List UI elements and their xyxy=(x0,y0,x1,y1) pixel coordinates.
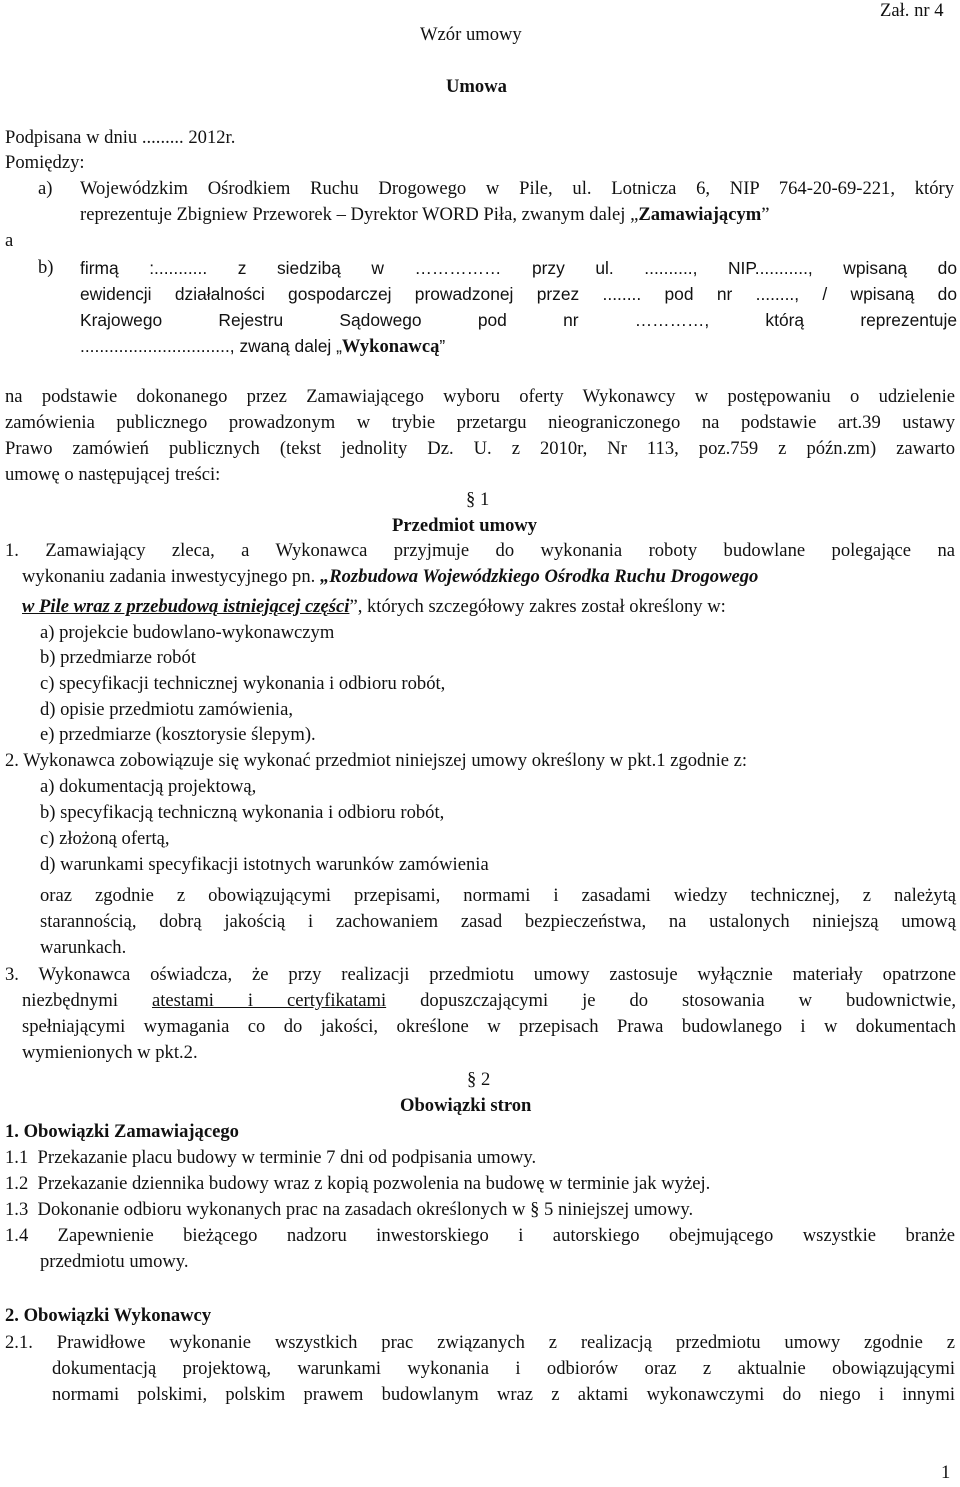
s1-p2-d: d) warunkami specyfikacji istotnych warunków zamówienia xyxy=(40,854,489,875)
s1-p3-certificates: atestami i certyfikatami xyxy=(152,990,387,1011)
section2-number: § 2 xyxy=(467,1069,491,1090)
s1-p2-tail3: warunkach. xyxy=(40,937,127,958)
s1-p1-line3 xyxy=(22,594,726,620)
preamble-line3: Prawo zamówień publicznych (tekst jednolity Dz. U. z 2010r, Nr 113, poz.759 z późn.zm) zawarto xyxy=(5,438,955,459)
party-b-label: b) xyxy=(38,257,54,278)
s1-p2: 2. Wykonawca zobowiązuje się wykonać przedmiot niniejszej umowy określony w pkt.1 zgodnie z: xyxy=(5,750,748,771)
preamble-line4: umowę o następującej treści: xyxy=(5,464,221,485)
party-b-quote-close: ” xyxy=(439,336,446,356)
party-b-line3: Krajowego Rejestru Sądowego pod nr …………, którą reprezentuje xyxy=(80,310,957,330)
attachment-label: Zał. nr 4 xyxy=(880,0,944,21)
s2-item-2-1-line2: dokumentacją projektową, warunkami wykonania i odbiorów oraz z aktualnie obowiązującymi xyxy=(52,1358,955,1379)
s1-p3-line1: 3. Wykonawca oświadcza, że przy realizacji przedmiotu umowy zastosuje wyłącznie materiały opatrzone xyxy=(5,964,956,985)
s2-sub2-title: 2. Obowiązki Wykonawcy xyxy=(5,1305,212,1326)
page-number: 1 xyxy=(941,1462,951,1483)
s1-p2-tail1: oraz zgodnie z obowiązującymi przepisami, normami i zasadami wiedzy technicznej, z należytą xyxy=(40,885,956,906)
preamble-line2: zamówienia publicznego prowadzonym w trybie przetargu nieograniczonego na podstawie art.39 ustawy xyxy=(5,412,955,433)
s1-p2-a: a) dokumentacją projektową, xyxy=(40,776,257,797)
s1-list-d: d) opisie przedmiotu zamówienia, xyxy=(40,699,294,720)
contract-title: Umowa xyxy=(446,76,507,97)
party-a-line2 xyxy=(80,202,770,228)
s1-p1-line3-text: ”, których szczegółowy zakres został określony w: xyxy=(349,596,726,617)
s2-item-1-2: 1.2 Przekazanie dziennika budowy wraz z kopią pozwolenia na budowę w terminie jak wyżej. xyxy=(5,1173,711,1194)
party-b-line1: firmą :........... z siedzibą w …………… przy ul. .........., NIP..........., wpisaną do xyxy=(80,258,957,278)
s1-list-c: c) specyfikacji technicznej wykonania i odbioru robót, xyxy=(40,673,446,694)
s1-p2-c: c) złożoną ofertą, xyxy=(40,828,170,849)
between-label: Pomiędzy: xyxy=(5,152,85,173)
s2-item-1-3: 1.3 Dokonanie odbioru wykonanych prac na zasadach określonych w § 5 niniejszej umowy. xyxy=(5,1199,694,1220)
s1-task-title-part1: „Rozbudowa Wojewódzkiego Ośrodka Ruchu Drogowego xyxy=(319,566,759,587)
party-a-line2-text: reprezentuje Zbigniew Przeworek – Dyrektor WORD Piła, zwanym dalej xyxy=(80,204,626,225)
s1-p3-line2-post: dopuszczającymi je do stosowania w budownictwie, xyxy=(386,990,956,1011)
s1-p1-line2 xyxy=(22,564,758,590)
party-b-name: Wykonawcą xyxy=(341,336,440,357)
s2-sub1-title: 1. Obowiązki Zamawiającego xyxy=(5,1121,239,1142)
party-b-quote-open: „ xyxy=(336,336,342,356)
s2-item-1-4-line1: 1.4 Zapewnienie bieżącego nadzoru inwestorskiego i autorskiego obejmującego wszystkie branże xyxy=(5,1225,955,1246)
s1-p2-tail2: starannością, dobrą jakością i zachowaniem zasad bezpieczeństwa, na ustalonych niniejszą umową xyxy=(40,911,956,932)
party-a-line1: Wojewódzkim Ośrodkiem Ruchu Drogowego w Pile, ul. Lotnicza 6, NIP 764-20-69-221, który xyxy=(80,178,954,199)
section1-title: Przedmiot umowy xyxy=(392,515,538,536)
party-a-quote-close: ” xyxy=(761,204,770,225)
s2-item-2-1-line1: 2.1. Prawidłowe wykonanie wszystkich prac związanych z realizacją przedmiotu umowy zgodnie z xyxy=(5,1332,955,1353)
s1-p3-line2-pre: niezbędnymi xyxy=(22,990,152,1011)
s2-item-1-1: 1.1 Przekazanie placu budowy w terminie 7 dni od podpisania umowy. xyxy=(5,1147,537,1168)
section2-title: Obowiązki stron xyxy=(400,1095,532,1116)
party-a-label: a) xyxy=(38,178,53,199)
s2-item-2-1-line3: normami polskimi, polskim prawem budowlanym wraz z aktami wykonawczymi do niego i innymi xyxy=(52,1384,955,1405)
party-b-line2: ewidencji działalności gospodarczej prowadzonej przez ........ pod nr ........, / wpisaną do xyxy=(80,284,957,304)
s1-list-b: b) przedmiarze robót xyxy=(40,647,196,668)
s1-p1-line2-text: wykonaniu zadania inwestycyjnego pn. xyxy=(22,566,320,587)
section1-number: § 1 xyxy=(466,489,490,510)
s1-p3-line4: wymienionych w pkt.2. xyxy=(22,1042,198,1063)
party-b-line4-text: ..............................., zwaną dalej xyxy=(80,336,337,356)
and-label: a xyxy=(5,230,14,251)
preamble-line1: na podstawie dokonanego przez Zamawiającego wyboru oferty Wykonawcy w postępowaniu o udzielenie xyxy=(5,386,955,407)
signing-date-line: Podpisana w dniu ......... 2012r. xyxy=(5,127,236,148)
s2-item-1-4-line2: przedmiotu umowy. xyxy=(40,1251,189,1272)
s1-list-a: a) projekcie budowlano-wykonawczym xyxy=(40,622,335,643)
s1-p1-line1: 1. Zamawiający zleca, a Wykonawca przyjmuje do wykonania roboty budowlane polegające na xyxy=(5,540,955,561)
s1-p2-b: b) specyfikacją techniczną wykonania i odbioru robót, xyxy=(40,802,445,823)
party-a-quote-open: „ xyxy=(625,204,639,225)
s1-p3-line3: spełniającymi wymagania co do jakości, określone w przepisach Prawa budowlanego i w dokumentach xyxy=(22,1016,956,1037)
template-title: Wzór umowy xyxy=(420,24,522,45)
s1-task-title-part2: w Pile wraz z przebudową istniejącej części xyxy=(22,596,350,617)
party-b-line4 xyxy=(80,333,445,360)
s1-list-e: e) przedmiarze (kosztorysie ślepym). xyxy=(40,724,316,745)
s1-p3-line2 xyxy=(22,988,956,1014)
party-a-name: Zamawiającym xyxy=(638,204,762,225)
